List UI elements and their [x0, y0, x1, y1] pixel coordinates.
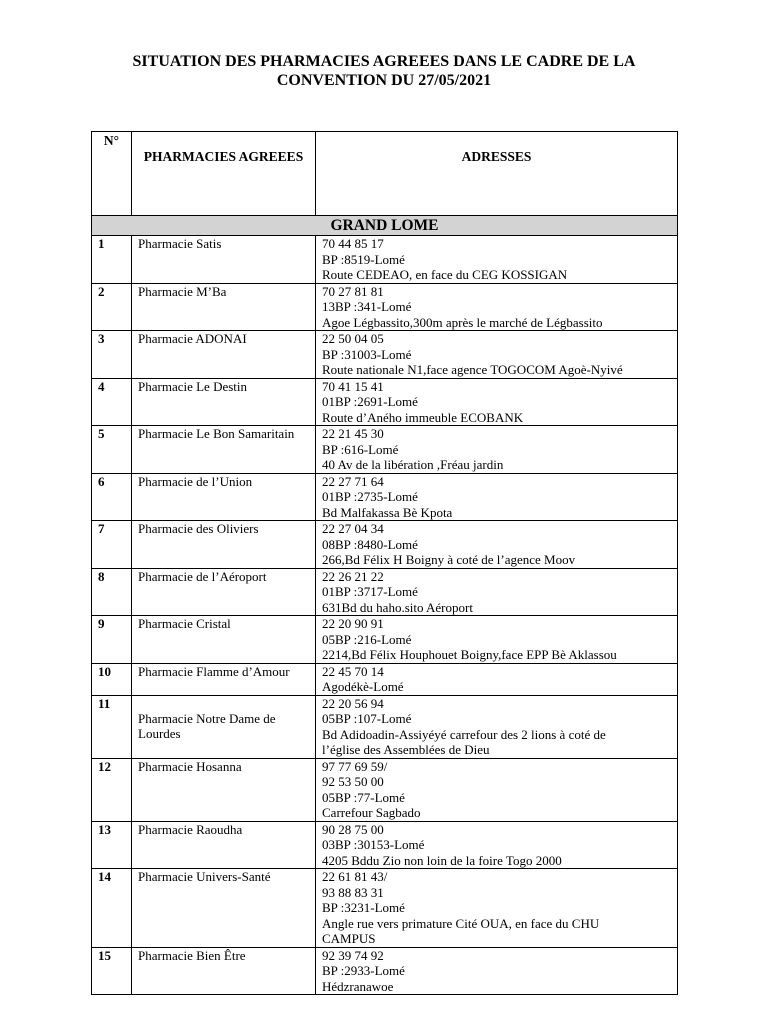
- address-line: Agoe Légbassito,300m après le marché de Légbassito: [322, 314, 603, 330]
- table-row: [92, 236, 678, 284]
- address-line: 92 39 74 92: [322, 947, 384, 963]
- row-number: 8: [92, 568, 132, 616]
- address-line: CAMPUS: [322, 931, 376, 946]
- pharmacy-name: Pharmacie Le Destin: [132, 378, 316, 426]
- section-row: [92, 216, 678, 236]
- document-title: SITUATION DES PHARMACIES AGREEES DANS LE CADRE DE LA CONVENTION DU 27/05/2021: [132, 53, 636, 89]
- address-line: Angle rue vers primature Cité OUA, en face du CHU: [322, 915, 600, 931]
- table-row: [92, 616, 678, 664]
- pharmacy-name: Pharmacie Raoudha: [132, 821, 316, 869]
- table-row: [92, 947, 678, 995]
- pharmacy-address: [316, 947, 678, 995]
- address-line: 70 27 81 81: [322, 283, 384, 299]
- address-line: 01BP :2735-Lomé: [322, 489, 418, 504]
- address-line: l’église des Assemblées de Dieu: [322, 742, 490, 757]
- address-line: 22 20 56 94: [322, 695, 384, 711]
- address-line: 22 27 71 64: [322, 473, 384, 489]
- pharmacy-address: [316, 663, 678, 695]
- pharmacy-address: [316, 521, 678, 569]
- address-line: 05BP :216-Lomé: [322, 631, 412, 647]
- pharmacy-name: Pharmacie de l’Union: [132, 473, 316, 521]
- table-row: [92, 473, 678, 521]
- address-line: 05BP :77-Lomé: [322, 789, 405, 805]
- row-number: 13: [92, 821, 132, 869]
- address-line: Hédzranawoe: [322, 978, 394, 994]
- table-row: [92, 521, 678, 569]
- address-line: BP :3231-Lomé: [322, 900, 405, 915]
- address-line: 08BP :8480-Lomé: [322, 536, 418, 552]
- address-line: 22 45 70 14: [322, 663, 384, 679]
- pharmacy-name: Pharmacie Satis: [132, 236, 316, 284]
- address-line: 01BP :3717-Lomé: [322, 584, 418, 599]
- pharmacy-name: Pharmacie Flamme d’Amour: [132, 663, 316, 695]
- table-row: [92, 378, 678, 426]
- table-row: [92, 695, 678, 758]
- pharmacy-name: Pharmacie Hosanna: [132, 758, 316, 821]
- address-line: BP :31003-Lomé: [322, 346, 412, 362]
- address-line: 93 88 83 31: [322, 884, 384, 900]
- pharmacy-address: [316, 821, 678, 869]
- row-number: 7: [92, 521, 132, 569]
- pharmacy-address: [316, 869, 678, 948]
- address-line: 40 Av de la libération ,Fréau jardin: [322, 457, 504, 472]
- table-row: [92, 869, 678, 948]
- address-line: BP :8519-Lomé: [322, 251, 405, 267]
- row-number: 5: [92, 426, 132, 474]
- address-line: 22 61 81 43/: [322, 869, 388, 884]
- pharmacy-address: [316, 426, 678, 474]
- address-line: 03BP :30153-Lomé: [322, 837, 425, 852]
- address-line: 266,Bd Félix H Boigny à coté de l’agence Moov: [322, 552, 576, 567]
- row-number: 15: [92, 947, 132, 995]
- address-line: 4205 Bddu Zio non loin de la foire Togo 2000: [322, 852, 562, 868]
- pharmacy-address: [316, 283, 678, 331]
- address-line: 90 28 75 00: [322, 821, 384, 837]
- pharmacy-name: Pharmacie Cristal: [132, 616, 316, 664]
- address-line: BP :616-Lomé: [322, 441, 399, 457]
- address-line: 22 20 90 91: [322, 616, 384, 631]
- address-line: Carrefour Sagbado: [322, 805, 421, 820]
- address-line: 01BP :2691-Lomé: [322, 394, 418, 409]
- pharmacy-address: [316, 236, 678, 284]
- pharmacy-name: Pharmacie M’Ba: [132, 283, 316, 331]
- address-line: 13BP :341-Lomé: [322, 299, 412, 314]
- row-number: 1: [92, 236, 132, 284]
- pharmacy-name: Pharmacie Notre Dame de Lourdes: [132, 695, 316, 758]
- row-number: 12: [92, 758, 132, 821]
- address-line: 70 44 85 17: [322, 236, 384, 251]
- address-line: 05BP :107-Lomé: [322, 711, 412, 726]
- table-row: [92, 426, 678, 474]
- row-number: 14: [92, 869, 132, 948]
- address-line: Route d’Aného immeuble ECOBANK: [322, 409, 524, 425]
- pharmacy-address: [316, 568, 678, 616]
- pharmacy-address: [316, 616, 678, 664]
- address-line: 92 53 50 00: [322, 774, 384, 789]
- row-number: 3: [92, 331, 132, 379]
- address-line: 22 27 04 34: [322, 521, 384, 536]
- table-row: [92, 283, 678, 331]
- table-row: [92, 663, 678, 695]
- header-number: N°: [92, 132, 132, 216]
- pharmacy-name: Pharmacie Univers-Santé: [132, 869, 316, 948]
- pharmacy-address: [316, 695, 678, 758]
- section-title: GRAND LOME: [92, 216, 678, 236]
- address-line: 2214,Bd Félix Houphouet Boigny,face EPP Bè Aklassou: [322, 647, 617, 662]
- header-addresses: ADRESSES: [316, 132, 678, 216]
- row-number: 10: [92, 663, 132, 695]
- pharmacies-table: [91, 131, 678, 995]
- table-row: [92, 758, 678, 821]
- address-line: BP :2933-Lomé: [322, 963, 405, 978]
- address-line: Agodékè-Lomé: [322, 679, 404, 694]
- row-number: 6: [92, 473, 132, 521]
- address-line: Route CEDEAO, en face du CEG KOSSIGAN: [322, 267, 568, 282]
- address-line: 97 77 69 59/: [322, 758, 388, 774]
- row-number: 2: [92, 283, 132, 331]
- address-line: 70 41 15 41: [322, 378, 384, 394]
- address-line: 22 21 45 30: [322, 426, 384, 441]
- pharmacy-address: [316, 473, 678, 521]
- pharmacy-address: [316, 758, 678, 821]
- table-header-row: [92, 132, 678, 216]
- pharmacy-address: [316, 378, 678, 426]
- row-number: 4: [92, 378, 132, 426]
- pharmacy-name: Pharmacie ADONAI: [132, 331, 316, 379]
- address-line: 631Bd du haho.sito Aéroport: [322, 599, 473, 615]
- address-line: 22 50 04 05: [322, 331, 384, 346]
- table-row: [92, 331, 678, 379]
- pharmacy-name: Pharmacie Le Bon Samaritain: [132, 426, 316, 474]
- pharmacy-name: Pharmacie des Oliviers: [132, 521, 316, 569]
- header-pharmacies: PHARMACIES AGREEES: [132, 132, 316, 216]
- address-line: Route nationale N1,face agence TOGOCOM Agoè-Nyivé: [322, 362, 623, 377]
- table-row: [92, 568, 678, 616]
- row-number: 11: [92, 695, 132, 758]
- row-number: 9: [92, 616, 132, 664]
- pharmacy-name: Pharmacie Bien Être: [132, 947, 316, 995]
- pharmacy-name: Pharmacie de l’Aéroport: [132, 568, 316, 616]
- address-line: Bd Adidoadin-Assiyéyé carrefour des 2 lions à coté de: [322, 726, 606, 742]
- address-line: Bd Malfakassa Bè Kpota: [322, 504, 453, 520]
- table-row: [92, 821, 678, 869]
- address-line: 22 26 21 22: [322, 568, 384, 584]
- pharmacy-address: [316, 331, 678, 379]
